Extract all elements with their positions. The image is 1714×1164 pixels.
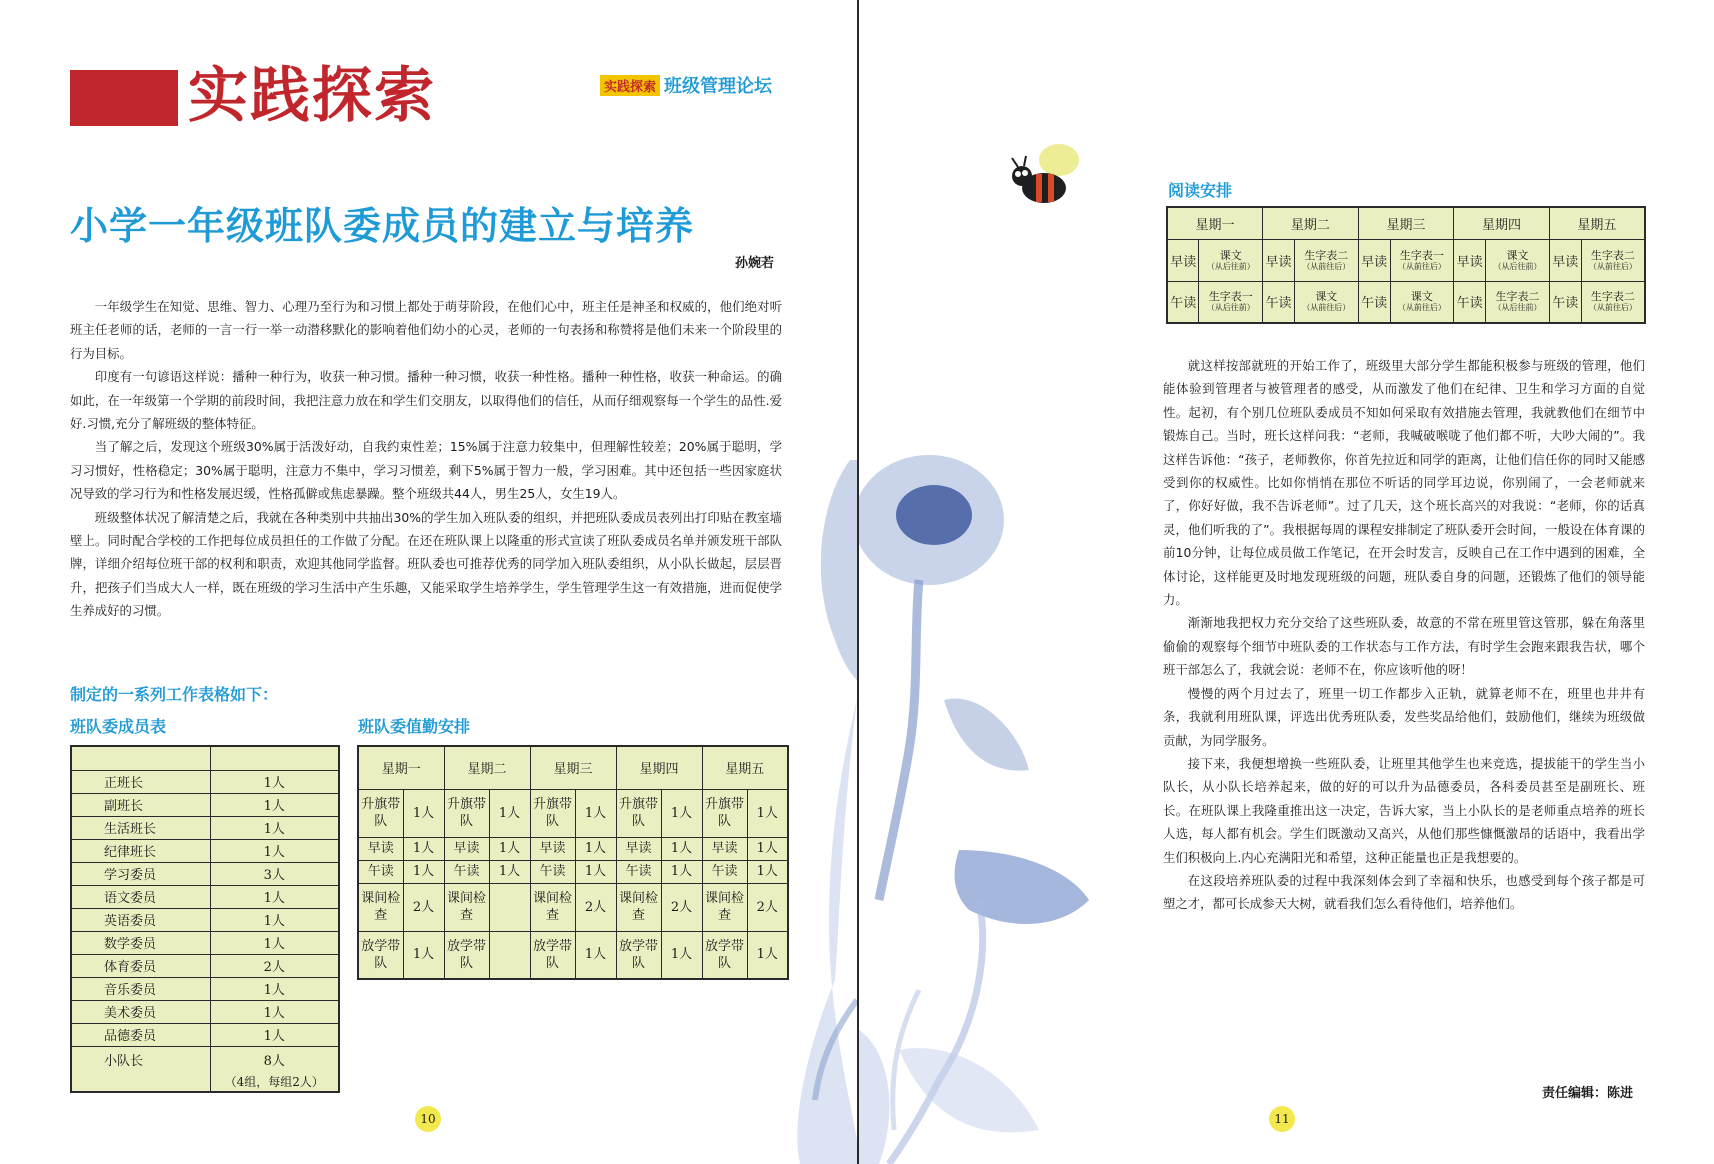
- page-number-right: 11: [1269, 1106, 1295, 1132]
- tables-intro-heading: 制定的一系列工作表格如下：: [70, 685, 279, 704]
- table-row: 音乐委员 1人: [71, 977, 339, 1000]
- table-row: 早读 1人 早读 1人 早读 1人 早读 1人 早读 1人: [358, 837, 788, 860]
- day-header: 星期三: [1358, 207, 1454, 239]
- paragraph: 一年级学生在知觉、思维、智力、心理乃至行为和习惯上都处于萌芽阶段，在他们心中，班主任是神圣和权威的，他们绝对听班主任老师的话，老师的一言一行一举一动潜移默化的影响着他们幼小的心灵，老师的一句表扬和称赞将是他们未来一个阶段里的行为目标。: [70, 299, 782, 361]
- day-header: 星期四: [616, 746, 702, 789]
- table-row: 品德委员 1人: [71, 1023, 339, 1046]
- table-row: 英语委员 1人: [71, 908, 339, 931]
- right-body-text: [1163, 354, 1645, 916]
- day-header: 星期一: [1167, 207, 1263, 239]
- paragraph: 慢慢的两个月过去了，班里一切工作都步入正轨，就算老师不在，班里也井井有条，我就利用班队课，评选出优秀班队委，发些奖品给他们，鼓励他们，继续为班级做贡献，为同学服务。: [1163, 685, 1645, 748]
- reading-table-heading: 阅读安排: [1168, 181, 1233, 200]
- lotus-watercolor-illustration: [859, 430, 1159, 1164]
- paragraph: 接下来，我便想增换一些班队委，让班里其他学生也来竞选，提拔能干的学生当小队长，从小队长培养起来，做的好的可以升为品德委员，各科委员甚至是副班长、班长。在班队课上我隆重推出这一决定，告诉大家，当上小队长的是老师重点培养的班长人选，每人都有机会。学生们既激动又高兴，从他们那些慷慨激昂的话语中，我看出学生们积极向上.内心充满阳光和希望，这种正能量也正是我想要的。: [1163, 755, 1645, 865]
- column-tag-label: 实践探索: [600, 75, 660, 96]
- section-title: 实践探索: [188, 61, 436, 131]
- paragraph: 班级整体状况了解清楚之后，我就在各种类别中共抽出30%的学生加入班队委的组织，并把班队委成员表列出打印贴在教室墙壁上。同时配合学校的工作把每位成员担任的工作做了分配。在还在班队课上以隆重的形式宣读了班队委成员名单并颁发班干部队牌，详细介绍每位班干部的权利和职责，欢迎其他同学监督。班队委也可推荐优秀的同学加入班队委组织，从小队长做起，层层晋升，把孩子们当成大人一样，既在班级的学习生活中产生乐趣，又能采取学生培养学生，学生管理学生这一有效措施，进而促使学生养成好的习惯。: [70, 509, 782, 619]
- table-row: 小队长 8人 （4组，每组2人）: [71, 1046, 339, 1092]
- paragraph: 印度有一句谚语这样说：播种一种行为，收获一种习惯。播种一种习惯，收获一种性格。播种一种性格，收获一种命运。的确如此，在一年级第一个学期的前段时间，我把注意力放在和学生们交朋友，以取得他们的信任，从而仔细观察每一个学生的品性.爱好.习惯,充分了解班级的整体特征。: [70, 369, 782, 432]
- paragraph: 当了解之后，发现这个班级30%属于活泼好动，自我约束性差；15%属于注意力较集中，但理解性较差；20%属于聪明，学习习惯好，性格稳定；30%属于聪明，注意力不集中，学习习惯差，剩下5%属于智力一般，学习困难。其中还包括一些因家庭状况导致的学习行为和性格发展迟缓，性格孤僻或焦虑暴躁。整个班级共44人，男生25人，女生19人。: [70, 439, 782, 502]
- table-row: 美术委员 1人: [71, 1000, 339, 1023]
- members-table-heading: 班队委成员表: [70, 717, 167, 736]
- table-row: 午读 1人 午读 1人 午读 1人 午读 1人 午读 1人: [358, 860, 788, 883]
- section-color-block: [70, 70, 178, 126]
- table-row: 学习委员 3人: [71, 862, 339, 885]
- duty-table-heading: 班队委值勤安排: [358, 717, 471, 736]
- article-title: 小学一年级班队委成员的建立与培养: [70, 203, 695, 248]
- table-header-row: [71, 746, 339, 770]
- right-page: [859, 0, 1714, 1164]
- reading-table: [1166, 206, 1646, 324]
- day-header: 星期五: [702, 746, 788, 789]
- paragraph: 在这段培养班队委的过程中我深刻体会到了幸福和快乐，也感受到每个孩子都是可塑之才，都可长成参天大树，就看我们怎么看待他们，培养他们。: [1163, 872, 1645, 912]
- table-row: 纪律班长 1人: [71, 839, 339, 862]
- column-tag: [600, 72, 772, 98]
- group-note: （4组，每组2人）: [224, 1074, 324, 1089]
- table-row: 升旗带队 1人 升旗带队 1人 升旗带队 1人 升旗带队 1人 升旗带队 1人: [358, 789, 788, 837]
- left-body-text: [70, 295, 782, 623]
- responsible-editor: 责任编辑：陈进: [1542, 1086, 1634, 1101]
- day-header: 星期一: [358, 746, 444, 789]
- members-table: [70, 745, 340, 1093]
- table-row: 课间检查 2人 课间检查 课间检查 2人 课间检查 2人 课间检查 2人: [358, 883, 788, 931]
- day-header: 星期五: [1549, 207, 1645, 239]
- day-header: 星期四: [1454, 207, 1550, 239]
- table-header-row: [358, 746, 788, 789]
- lotus-watercolor-left-illustration: [780, 440, 857, 1164]
- table-row: 副班长 1人: [71, 793, 339, 816]
- day-header: 星期二: [444, 746, 530, 789]
- bee-illustration: [1004, 138, 1084, 218]
- table-row: 语文委员 1人: [71, 885, 339, 908]
- table-row: 放学带队 1人 放学带队 放学带队 1人 放学带队 1人 放学带队 1人: [358, 931, 788, 979]
- day-header: 星期二: [1263, 207, 1359, 239]
- page-number-left: 10: [415, 1106, 441, 1132]
- paragraph: 渐渐地我把权力充分交给了这些班队委，故意的不常在班里管这管那，躲在角落里偷偷的观察每个细节中班队委的工作状态与工作方法，有时学生会跑来跟我告状，哪个班干部怎么了，我就会说：老师不在，你应该听他的呀！: [1163, 615, 1645, 678]
- table-row: 正班长 1人: [71, 770, 339, 793]
- table-row: 数学委员 1人: [71, 931, 339, 954]
- table-header-row: [1167, 207, 1645, 239]
- duty-table: [357, 745, 789, 980]
- article-author: 孙婉若: [735, 256, 775, 271]
- table-row: 午读 生字表一 （从后往前） 午读 课文 （从前往后） 午读 课文 （从前往后） 午读 生字表二 （从后往前） 午读 生字表二 （从前往后）: [1167, 281, 1645, 323]
- column-name: 班级管理论坛: [664, 76, 773, 97]
- table-row: 生活班长 1人: [71, 816, 339, 839]
- day-header: 星期三: [530, 746, 616, 789]
- table-row: 早读 课文 （从后往前） 早读 生字表二 （从前往后） 早读 生字表一 （从前往后） 早读 课文 （从后往前） 早读 生字表二 （从前往后）: [1167, 239, 1645, 281]
- paragraph: 就这样按部就班的开始工作了，班级里大部分学生都能积极参与班级的管理，他们能体验到管理者与被管理者的感受，从而激发了他们在纪律、卫生和学习方面的自觉性。起初，有个别几位班队委成员不知如何采取有效措施去管理，我就教他们在细节中锻炼自己。当时，班长这样问我：“老师，我喊破喉咙了他们都不听，大吵大闹的”。我这样告诉他：“孩子，老师教你，你首先拉近和同学的距离，让他们信任你的同时又能感受到你的权威性。比如你悄悄在那位不听话的同学耳边说，你别闹了，一会老师就来了，你好好做，我不告诉老师”。过了几天，这个班长高兴的对我说：“老师，你的话真灵，他们听我的了”。我根据每周的课程安排制定了班队委开会时间，一般设在体育课的前10分钟，让每位成员做工作笔记，在开会时发言，反映自己在工作中遇到的困难，全体讨论，这样能更及时地发现班级的问题，班队委自身的问题，还锻炼了他们的领导能力。: [1163, 358, 1645, 608]
- table-row: 体育委员 2人: [71, 954, 339, 977]
